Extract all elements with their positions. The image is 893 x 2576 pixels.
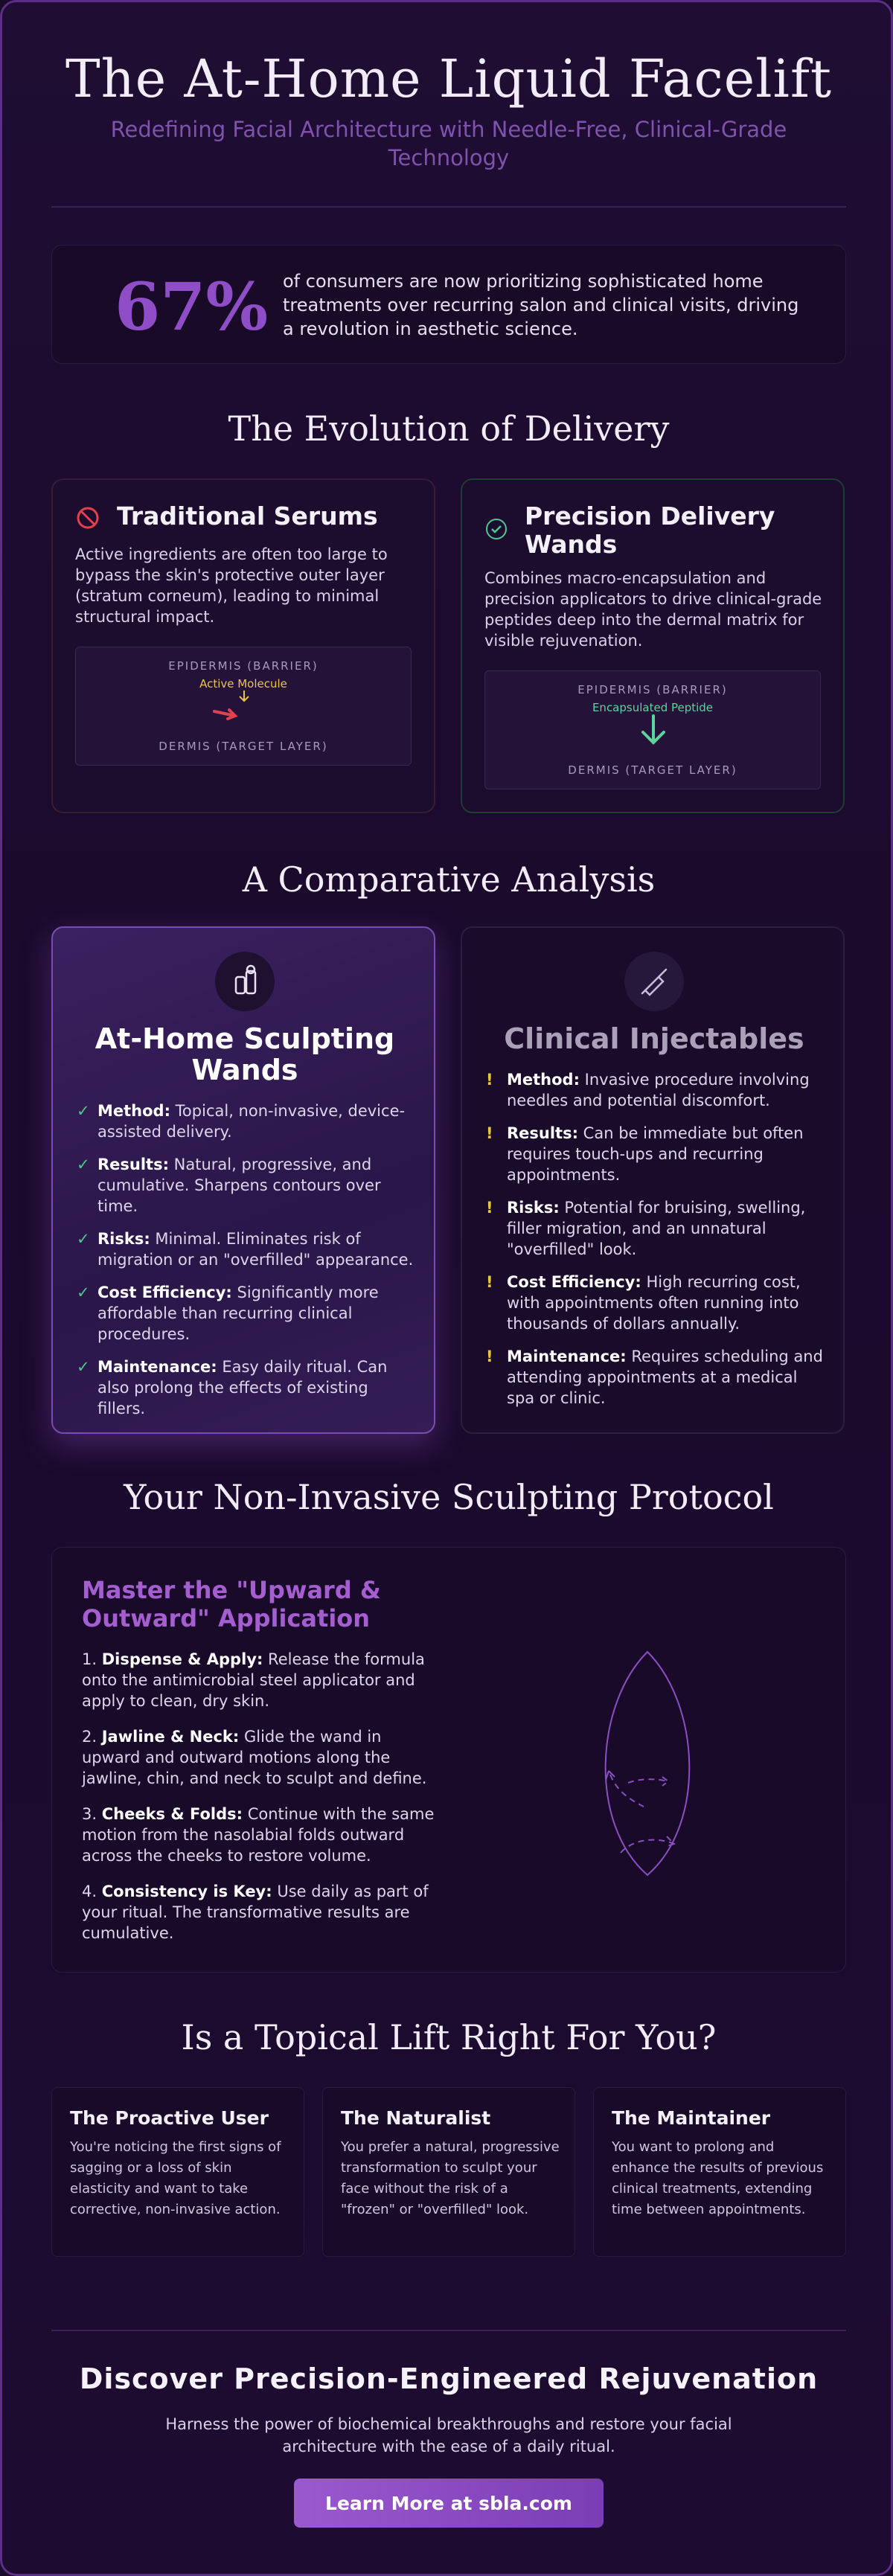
list-item: ! Maintenance: Requires scheduling and attending appointments at a medical spa or clinic. [486, 1348, 823, 1407]
face-outline-diagram [573, 1644, 722, 1883]
card-title: Clinical Injectables [504, 1022, 804, 1055]
at-home-wands-card [51, 926, 435, 1434]
syringe-icon [624, 952, 684, 1011]
check-circle-icon [484, 517, 508, 544]
dermis-label: DERMIS (TARGET LAYER) [568, 763, 737, 777]
warning-icon: ! [486, 1273, 493, 1291]
protocol-card [51, 1547, 846, 1973]
home-benefits-list [75, 1100, 417, 1431]
precision-wands-card [461, 478, 845, 813]
card-title: Traditional Serums [117, 502, 378, 531]
warning-icon: ! [486, 1199, 493, 1217]
list-item: ✓ Method: Topical, non-invasive, device-assisted delivery. [77, 1102, 406, 1141]
cta-title: Discover Precision-Engineered Rejuvenation [79, 2362, 819, 2395]
check-icon: ✓ [77, 1358, 90, 1376]
step-item: 3. Cheeks & Folds: Continue with the same motion from the nasolabial folds outward across the cheeks to restore volume. [82, 1805, 435, 1865]
warning-icon: ! [486, 1124, 493, 1142]
persona-card-naturalist [322, 2087, 575, 2257]
traditional-serums-card [51, 478, 435, 813]
persona-card-maintainer [593, 2087, 846, 2257]
warning-icon: ! [486, 1071, 493, 1089]
stat-value: 67% [115, 268, 269, 345]
divider [51, 206, 846, 208]
evolution-section-title: The Evolution of Delivery [228, 408, 670, 449]
epidermis-label: EPIDERMIS (BARRIER) [577, 683, 728, 696]
molecule-label: Active Molecule [199, 677, 287, 691]
molecule-label: Encapsulated Peptide [592, 701, 714, 714]
persona-description: You're noticing the first signs of sagging or a loss of skin elasticity and want to take corrective, non-invasive action. [70, 2139, 281, 2217]
check-icon: ✓ [77, 1156, 90, 1173]
persona-title: The Maintainer [612, 2107, 771, 2129]
penetration-arrow-graphic [485, 714, 822, 752]
clinical-injectables-card [461, 926, 845, 1434]
check-icon: ✓ [77, 1102, 90, 1120]
protocol-section-title: Your Non-Invasive Sculpting Protocol [124, 1477, 774, 1517]
card-title: At-Home Sculpting Wands [95, 1022, 395, 1086]
list-item: ! Method: Invasive procedure involving needles and potential discomfort. [486, 1071, 810, 1109]
step-item: 1. Dispense & Apply: Release the formula onto the antimicrobial steel applicator and apply to clean, dry skin. [82, 1650, 425, 1710]
card-title: Precision Delivery Wands [525, 502, 775, 559]
warning-icon: ! [486, 1348, 493, 1365]
skin-layer-diagram [75, 647, 412, 766]
list-item: ✓ Results: Natural, progressive, and cumulative. Sharpens contours over time. [77, 1156, 381, 1215]
persona-description: You prefer a natural, progressive transformation to sculpt your face without the risk of a "frozen" or "overfilled" look. [341, 2139, 560, 2217]
personas-section-title: Is a Topical Lift Right For You? [181, 2017, 717, 2057]
protocol-steps [82, 1649, 439, 1958]
injectables-risks-list [484, 1069, 827, 1420]
card-description: Combines macro-encapsulation and precision applicators to drive clinical-grade peptides deep into the dermal matrix for visible rejuvenation. [484, 569, 822, 650]
comparison-section-title: A Comparative Analysis [242, 859, 656, 900]
dermis-label: DERMIS (TARGET LAYER) [159, 740, 328, 753]
check-icon: ✓ [77, 1230, 90, 1248]
card-description: Active ingredients are often too large to bypass the skin's protective outer layer (stratum corneum), leading to minimal structural impact. [75, 545, 388, 626]
list-item: ! Results: Can be immediate but often requires touch-ups and recurring appointments. [486, 1124, 804, 1184]
page-title: The At-Home Liquid Facelift [65, 48, 832, 109]
list-item: ! Cost Efficiency: High recurring cost, with appointments often running into thousands of dollars annually. [486, 1273, 801, 1333]
epidermis-label: EPIDERMIS (BARRIER) [168, 659, 319, 673]
protocol-heading: Master the "Upward & Outward" Application [82, 1576, 381, 1633]
barrier-line-graphic [76, 689, 412, 726]
persona-title: The Naturalist [341, 2107, 491, 2129]
stat-text: of consumers are now prioritizing sophisticated home treatments over recurring salon and clinical visits, driving a revolution in aesthetic science. [283, 271, 799, 339]
list-item: ✓ Cost Efficiency: Significantly more affordable than recurring clinical procedures. [77, 1284, 379, 1343]
stat-callout [51, 245, 846, 364]
list-item: ✓ Maintenance: Easy daily ritual. Can also prolong the effects of existing fillers. [77, 1358, 388, 1417]
list-item: ! Risks: Potential for bruising, swelling, filler migration, and an unnatural "overfilled" look. [486, 1199, 806, 1258]
prohibited-icon [75, 505, 100, 534]
persona-description: You want to prolong and enhance the results of previous clinical treatments, extending time between appointments. [612, 2139, 824, 2217]
learn-more-button[interactable]: Learn More at sbla.com [294, 2479, 604, 2528]
page-subtitle: Redefining Facial Architecture with Needle-Free, Clinical-Grade Technology [110, 117, 787, 170]
cta-description: Harness the power of biochemical breakthroughs and restore your facial architecture with the ease of a daily ritual. [165, 2415, 732, 2455]
persona-title: The Proactive User [70, 2107, 269, 2129]
divider [51, 2330, 846, 2331]
list-item: ✓ Risks: Minimal. Eliminates risk of migration or an "overfilled" appearance. [77, 1230, 414, 1269]
persona-card-proactive [51, 2087, 304, 2257]
skin-layer-diagram [484, 670, 821, 789]
wand-device-icon [215, 952, 275, 1011]
step-item: 2. Jawline & Neck: Glide the wand in upward and outward motions along the jawline, chin, and neck to sculpt and define. [82, 1728, 427, 1787]
step-item: 4. Consistency is Key: Use daily as part of your ritual. The transformative results are cumulative. [82, 1883, 429, 1942]
check-icon: ✓ [77, 1284, 90, 1301]
